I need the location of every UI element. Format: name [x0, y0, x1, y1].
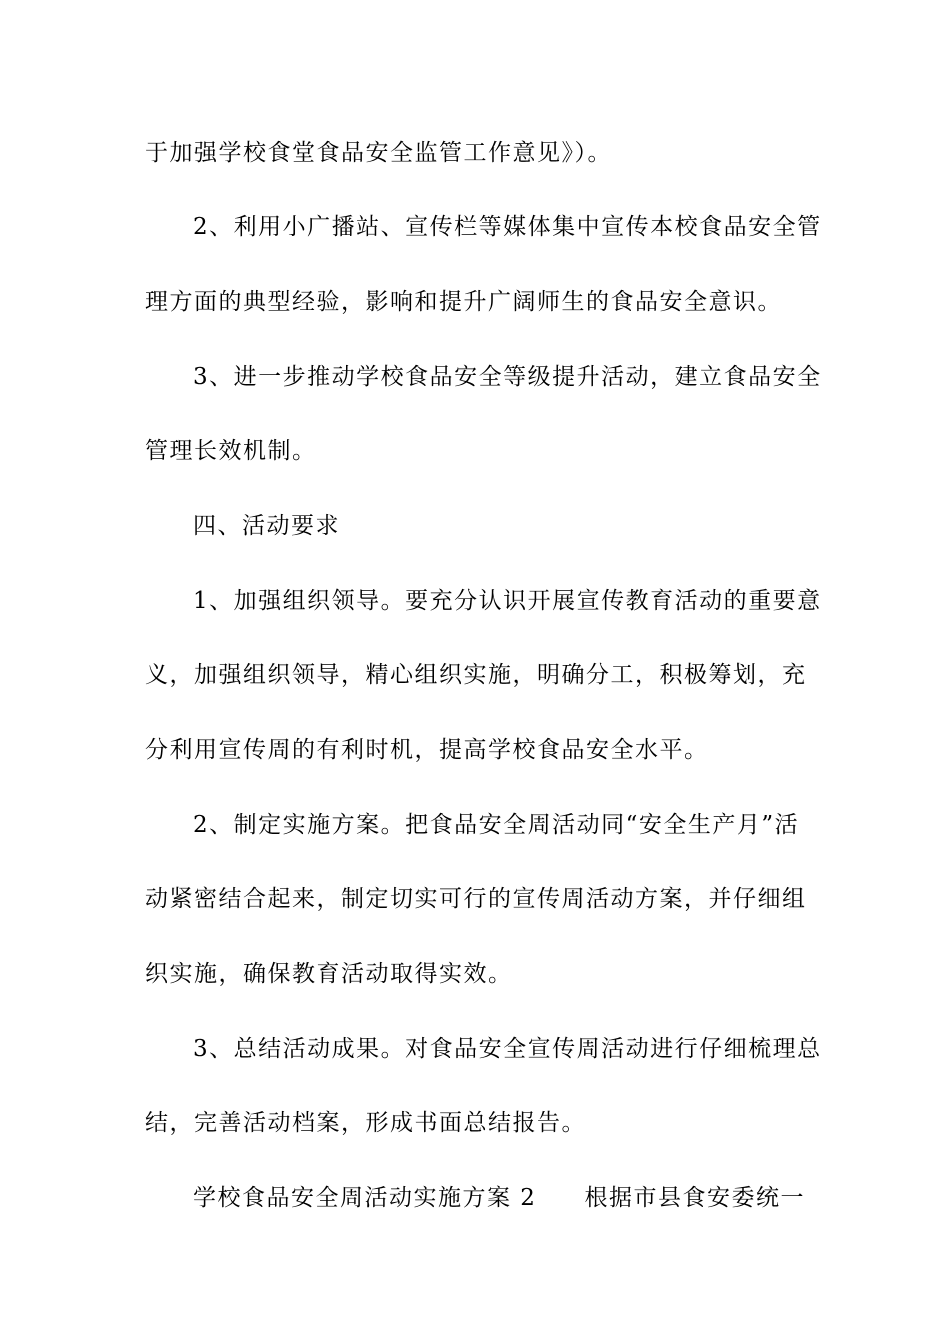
- paragraph-line: 3、进一步推动学校食品安全等级提升活动，建立食品安全: [193, 364, 822, 390]
- paragraph-line: 管理长效机制。: [145, 438, 317, 464]
- paragraph-line: 理方面的典型经验，影响和提升广阔师生的食品安全意识。: [145, 289, 782, 315]
- paragraph-line: 结，完善活动档案，形成书面总结报告。: [145, 1110, 586, 1136]
- paragraph-line: 义，加强组织领导，精心组织实施，明确分工，积极筹划，充: [145, 662, 807, 688]
- document-title-line: [193, 1183, 805, 1213]
- paragraph-line: 3、总结活动成果。对食品安全宣传周活动进行仔细梳理总: [193, 1036, 822, 1062]
- paragraph-line: 分利用宣传周的有利时机，提高学校食品安全水平。: [145, 737, 709, 763]
- paragraph-start: 根据市县食安委统一: [584, 1185, 805, 1211]
- document-title: 学校食品安全周活动实施方案 2: [193, 1185, 537, 1211]
- paragraph-line: 织实施，确保教育活动取得实效。: [145, 961, 513, 987]
- paragraph-line: 2、制定实施方案。把食品安全周活动同“安全生产月”活: [193, 812, 800, 838]
- paragraph-line: 1、加强组织领导。要充分认识开展宣传教育活动的重要意: [193, 588, 822, 614]
- paragraph-line: 2、利用小广播站、宣传栏等媒体集中宣传本校食品安全管: [193, 214, 822, 240]
- paragraph-line: 于加强学校食堂食品安全监管工作意见》）。: [145, 140, 612, 166]
- paragraph-line: 动紧密结合起来，制定切实可行的宣传周活动方案，并仔细组: [145, 886, 807, 912]
- section-heading: 四、活动要求: [193, 513, 340, 539]
